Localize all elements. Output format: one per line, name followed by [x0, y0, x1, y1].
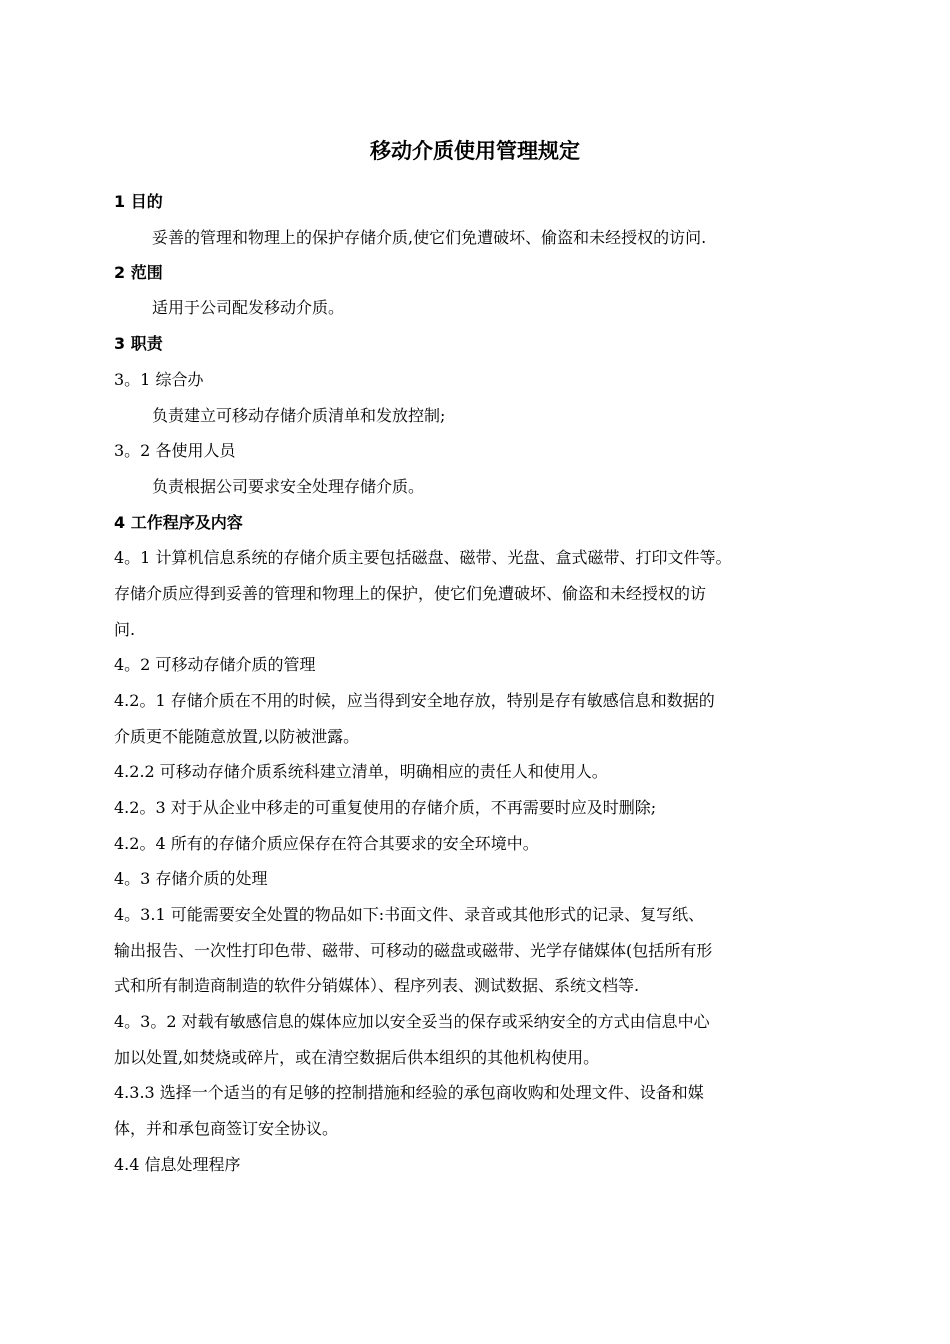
- paragraph-line: 4.3.3 选择一个适当的有足够的控制措施和经验的承包商收购和处理文件、设备和媒: [114, 1083, 704, 1102]
- paragraph-line: 4.2。3 对于从企业中移走的可重复使用的存储介质，不再需要时应及时删除;: [114, 798, 657, 817]
- paragraph-general-office: 负责建立可移动存储介质清单和发放控制;: [152, 406, 446, 425]
- paragraph-purpose: 妥善的管理和物理上的保护存储介质,使它们免遭破坏、偷盗和未经授权的访问.: [152, 228, 707, 247]
- paragraph-line: 体，并和承包商签订安全协议。: [114, 1119, 339, 1138]
- document-title: 移动介质使用管理规定: [370, 139, 580, 163]
- paragraph-line: 问.: [114, 620, 136, 639]
- section-heading-scope: 2 范围: [114, 263, 163, 282]
- paragraph-line: 存储介质应得到妥善的管理和物理上的保护，使它们免遭破坏、偷盗和未经授权的访: [114, 584, 707, 603]
- paragraph-line: 4。3.1 可能需要安全处置的物品如下:书面文件、录音或其他形式的记录、复写纸、: [114, 905, 705, 924]
- subsection-heading-users: 3。2 各使用人员: [114, 441, 236, 460]
- subsection-heading-removable-media: 4。2 可移动存储介质的管理: [114, 655, 316, 674]
- paragraph-line: 加以处置,如焚烧或碎片，或在清空数据后供本组织的其他机构使用。: [114, 1048, 600, 1067]
- paragraph-scope: 适用于公司配发移动介质。: [152, 298, 345, 317]
- subsection-heading-media-disposal: 4。3 存储介质的处理: [114, 869, 268, 888]
- paragraph-line: 式和所有制造商制造的软件分销媒体）、程序列表、测试数据、系统文档等.: [114, 976, 640, 995]
- paragraph-users: 负责根据公司要求安全处理存储介质。: [152, 477, 425, 496]
- paragraph-line: 4.2。1 存储介质在不用的时候，应当得到安全地存放，特别是存有敏感信息和数据的: [114, 691, 715, 710]
- section-heading-procedures: 4 工作程序及内容: [114, 513, 243, 532]
- section-heading-responsibilities: 3 职责: [114, 334, 163, 353]
- paragraph-line: 4.2。4 所有的存储介质应保存在符合其要求的安全环境中。: [114, 834, 539, 853]
- paragraph-line: 介质更不能随意放置,以防被泄露。: [114, 727, 360, 746]
- subsection-heading-general-office: 3。1 综合办: [114, 370, 204, 389]
- paragraph-line: 4。3。2 对载有敏感信息的媒体应加以安全妥当的保存或采纳安全的方式由信息中心: [114, 1012, 710, 1031]
- paragraph-line: 输出报告、一次性打印色带、磁带、可移动的磁盘或磁带、光学存储媒体(包括所有形: [114, 941, 713, 960]
- subsection-heading-information-handling: 4.4 信息处理程序: [114, 1155, 241, 1174]
- paragraph-line: 4。1 计算机信息系统的存储介质主要包括磁盘、磁带、光盘、盒式磁带、打印文件等。: [114, 548, 732, 567]
- paragraph-line: 4.2.2 可移动存储介质系统科建立清单，明确相应的责任人和使用人。: [114, 762, 608, 781]
- section-heading-purpose: 1 目的: [114, 192, 163, 211]
